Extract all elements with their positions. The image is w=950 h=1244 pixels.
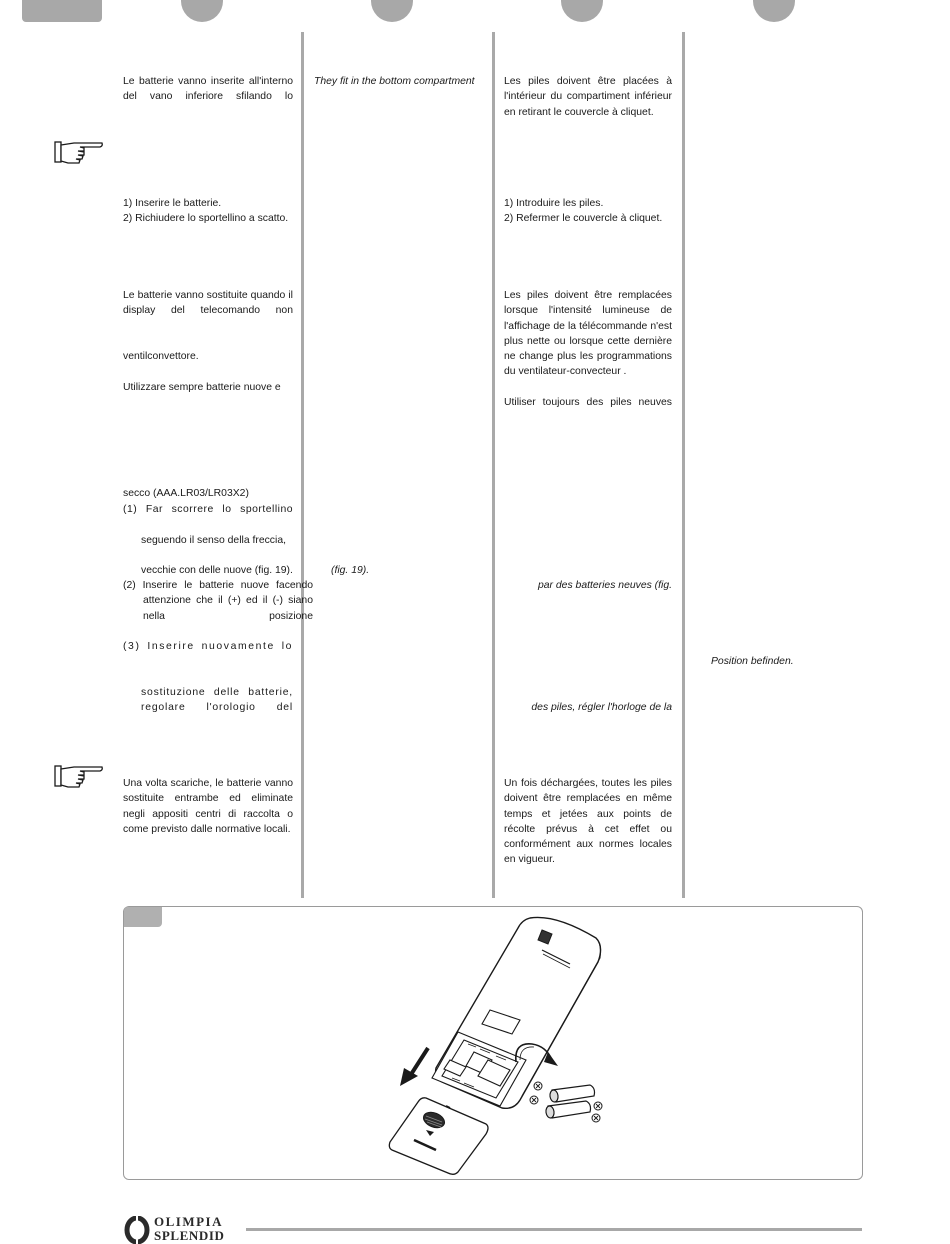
fr-replace-when: Les piles doivent être remplacées lorsque l'intensité lumineuse de l'affichage de la télécommande n'est plus nette ou lorsque cette dernière ne change plus les programmations du ventilateur-convecteur .: [504, 290, 672, 378]
pointing-hand-icon: [54, 139, 104, 165]
it-battery-type: secco (AAA.LR03/LR03X2): [123, 488, 249, 499]
de-position-note: Position befinden.: [711, 656, 794, 667]
fr-set-clock: des piles, régler l'horloge de la: [531, 702, 672, 713]
fr-steps: [504, 196, 679, 227]
brand-name-line1: OLIMPIA: [154, 1214, 223, 1229]
it-disposal-note: Una volta scariche, le batterie vanno sostituite entrambe ed eliminate negli appositi centri di raccolta o come previsto dalle normative locali.: [123, 778, 293, 835]
it-replace-when: Le batterie vanno sostituite quando il display del telecomando non: [123, 290, 293, 317]
fr-replace-new: par des batteries neuves (fig.: [538, 580, 672, 591]
it-step-replace-old: vecchie con delle nuove (fig. 19).: [141, 565, 293, 576]
figure-number-tab: [124, 907, 162, 927]
column-divider: [682, 32, 685, 898]
brand-logo: [124, 1214, 244, 1244]
footer-rule: [246, 1228, 862, 1231]
it-steps: [123, 196, 298, 227]
pointing-hand-icon: [54, 763, 104, 789]
en-battery-intro: They fit in the bottom compartment: [314, 76, 475, 87]
fr-disposal-note: Un fois déchargées, toutes les piles doivent être remplacées en même temps et jetées aux points de récolte prévus à cet effet ou conformément aux normes locales en vigueur.: [504, 778, 672, 866]
fr-battery-intro: Les piles doivent être placées à l'intérieur du compartiment inférieur en retirant le couvercle à cliquet.: [504, 76, 672, 118]
fr-use-new-batteries: Utiliser toujours des piles neuves: [504, 397, 672, 408]
header-lang-marker-1: [181, 0, 223, 22]
header-lang-marker-4: [753, 0, 795, 22]
it-step-1: 1) Inserire le batterie.: [123, 198, 222, 209]
it-use-new-batteries: Utilizzare sempre batterie nuove e: [123, 382, 281, 393]
it-battery-intro: Le batterie vanno inserite all'interno del vano inferiore sfilando lo: [123, 76, 293, 103]
en-fig-reference: (fig. 19).: [331, 565, 370, 576]
header-lang-marker-3: [561, 0, 603, 22]
header-lang-marker-2: [371, 0, 413, 22]
it-fancoil: ventilconvettore.: [123, 351, 199, 362]
it-step-reinsert: (3) Inserire nuovamente lo: [123, 641, 293, 652]
it-step-arrow-direction: seguendo il senso della freccia,: [141, 535, 286, 546]
it-step-2: 2) Richiudere lo sportellino a scatto.: [123, 213, 289, 225]
column-divider: [492, 32, 495, 898]
it-step-set-clock: sostituzione delle batterie, regolare l'orologio del: [141, 687, 293, 714]
brand-logo-mark: [124, 1216, 154, 1244]
header-tab: [22, 0, 102, 22]
it-step-slide-cover: (1) Far scorrere lo sportellino: [123, 504, 293, 515]
column-divider: [301, 32, 304, 898]
brand-name-line2: SPLENDID: [154, 1228, 225, 1243]
fr-step-1: 1) Introduire les piles.: [504, 198, 604, 209]
it-step-insert-new: (2) Inserire le batterie nuove facendo attenzione che il (+) ed il (-) siano nella posizione: [123, 580, 313, 622]
fr-step-2: 2) Refermer le couvercle à cliquet.: [504, 213, 663, 225]
remote-battery-illustration: [380, 910, 640, 1175]
